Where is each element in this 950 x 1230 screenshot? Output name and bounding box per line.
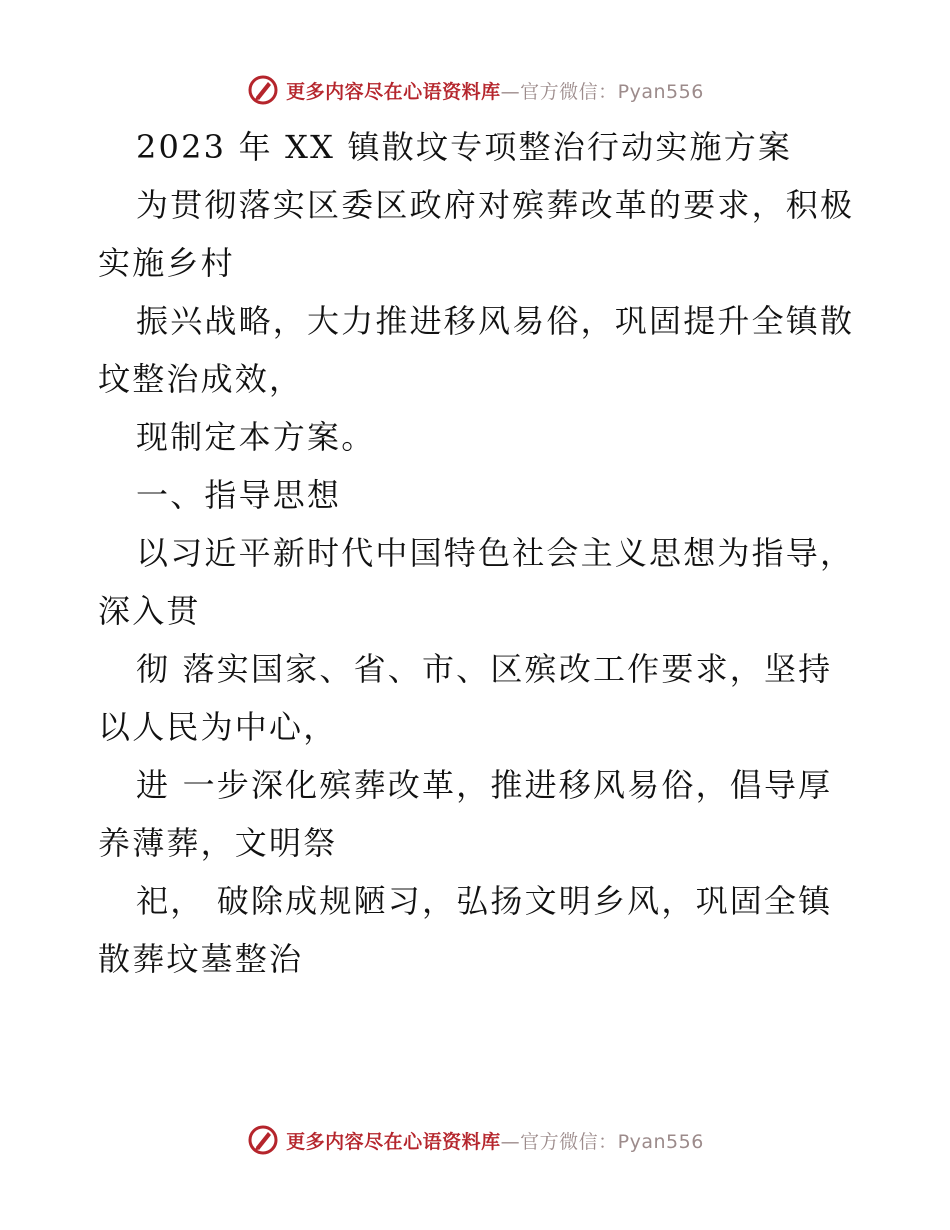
header-watermark	[0, 70, 950, 110]
paragraph-line: 散葬坟墓整治	[98, 940, 304, 978]
paragraph-line: 为贯彻落实区委区政府对殡葬改革的要求，积极	[136, 186, 855, 224]
paragraph-line: 现制定本方案。	[136, 418, 376, 456]
paragraph-line: 深入贯	[98, 592, 201, 630]
paragraph-line: 以习近平新时代中国特色社会主义思想为指导，	[136, 534, 855, 572]
watermark-lead: 更多内容尽在心语资料库	[286, 80, 501, 103]
paragraph-line: 坟整治成效，	[98, 360, 304, 398]
document-title: 2023 年 XX 镇散坟专项整治行动实施方案	[136, 128, 793, 166]
pen-circle-logo-icon	[246, 1123, 280, 1157]
watermark-text	[286, 1127, 704, 1154]
paragraph-line: 养薄葬，文明祭	[98, 824, 338, 862]
watermark-tail: —官方微信：Pyan556	[500, 1130, 704, 1153]
watermark-tail: —官方微信：Pyan556	[500, 80, 704, 103]
paragraph-line: 彻 落实国家、省、市、区殡改工作要求，坚持	[136, 650, 833, 688]
section-heading: 一、指导思想	[136, 476, 342, 514]
watermark-text	[286, 77, 704, 104]
paragraph-line: 祀， 破除成规陋习，弘扬文明乡风，巩固全镇	[136, 882, 833, 920]
paragraph-line: 进 一步深化殡葬改革，推进移风易俗，倡导厚	[136, 766, 833, 804]
paragraph-line: 实施乡村	[98, 244, 235, 282]
paragraph-line: 振兴战略，大力推进移风易俗，巩固提升全镇散	[136, 302, 855, 340]
pen-circle-logo-icon	[246, 73, 280, 107]
paragraph-line: 以人民为中心，	[98, 708, 338, 746]
footer-watermark	[0, 1120, 950, 1160]
document-body	[98, 118, 868, 988]
watermark-lead: 更多内容尽在心语资料库	[286, 1130, 501, 1153]
